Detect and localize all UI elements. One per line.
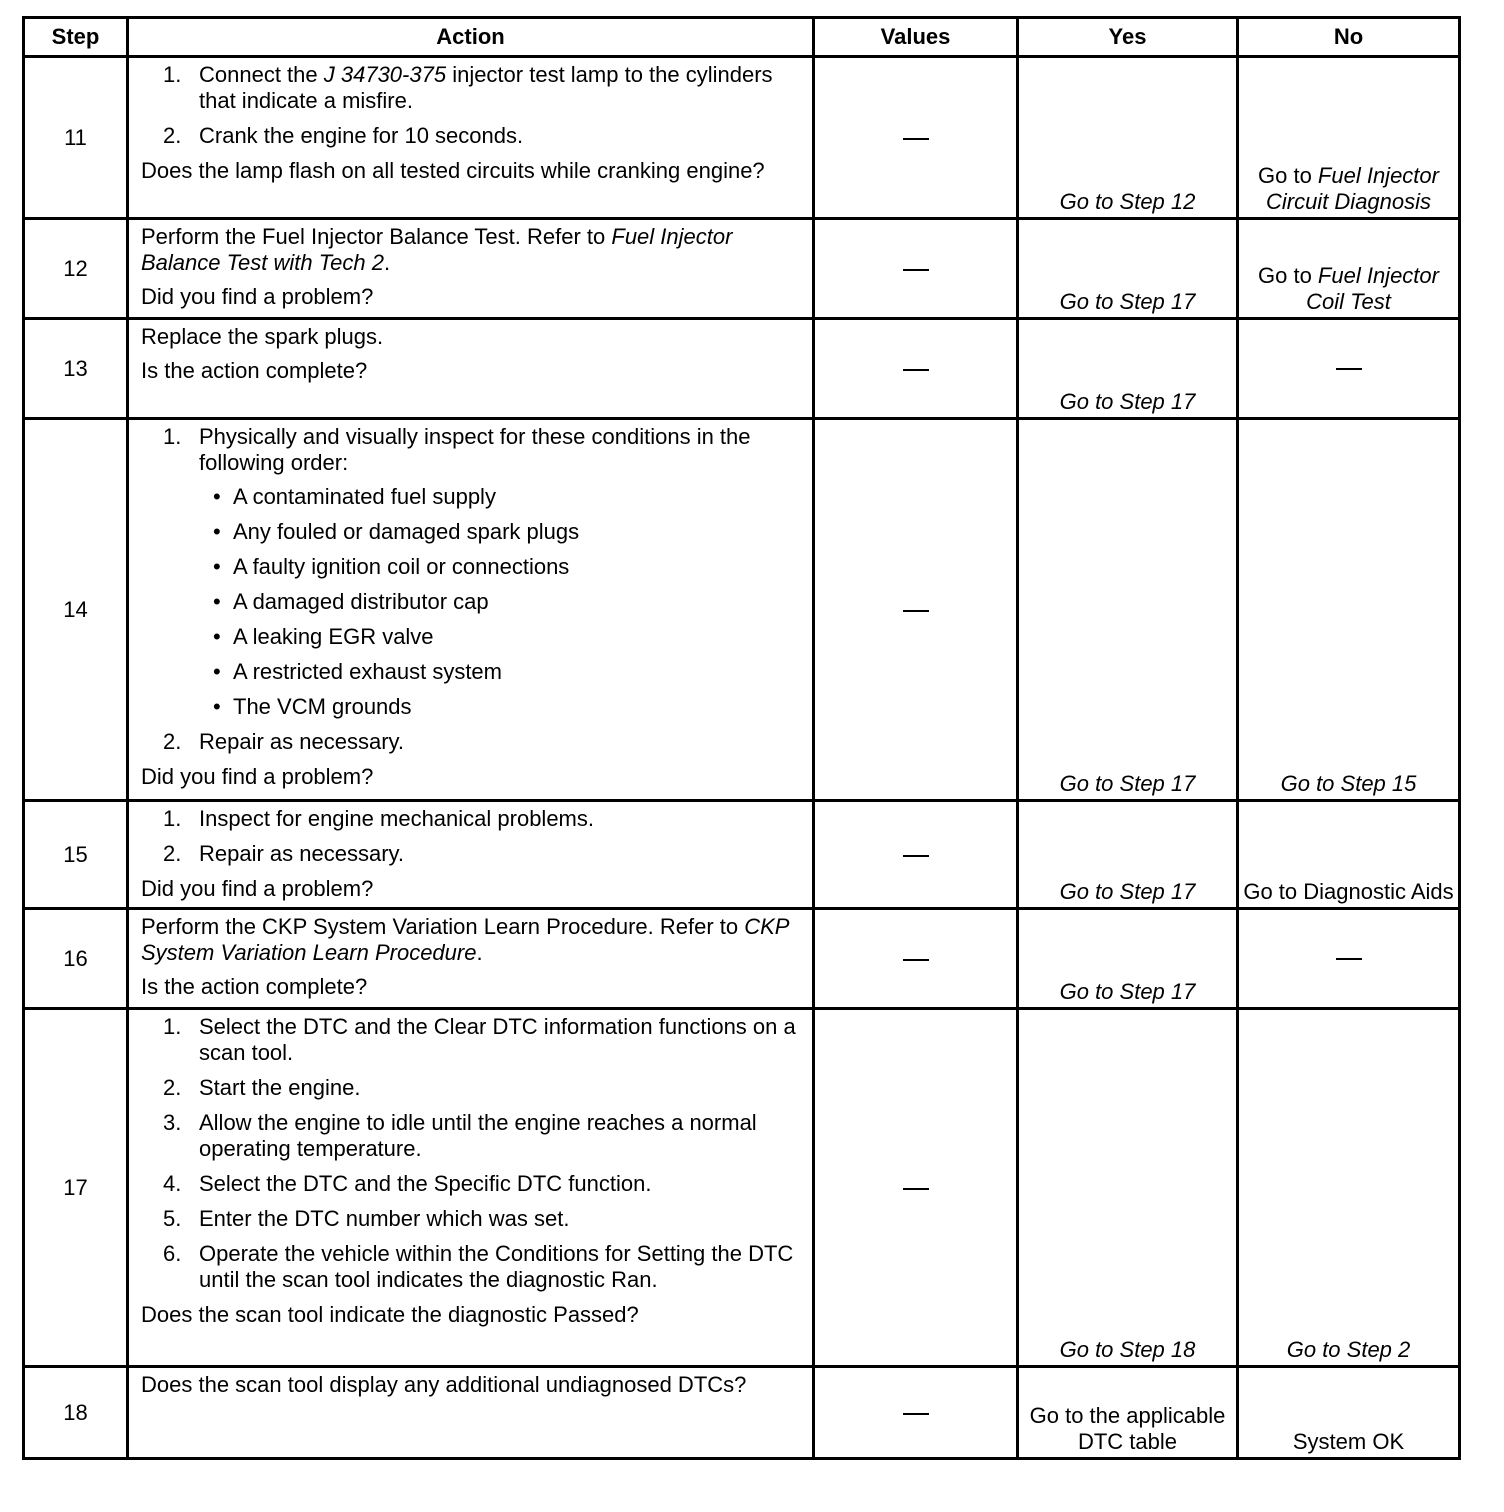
step-index: 1. xyxy=(163,62,182,87)
text-run: System OK xyxy=(1292,1429,1405,1454)
text-run: Repair as necessary. xyxy=(199,841,405,866)
text-run: Select the DTC and the Clear DTC information functions on a scan tool. xyxy=(199,1014,796,1065)
step-index: 2. xyxy=(163,1075,182,1100)
action-step xyxy=(141,729,802,755)
no-cell xyxy=(1238,801,1460,909)
yes-cell xyxy=(1018,1367,1238,1459)
dash-mark xyxy=(903,959,929,961)
text-run: . xyxy=(383,250,391,275)
yes-cell xyxy=(1018,1009,1238,1367)
action-cell xyxy=(128,1367,814,1459)
text-run: Go to Step 12 xyxy=(1059,189,1196,214)
table-body xyxy=(24,57,1460,1459)
action-step xyxy=(141,1241,802,1293)
action-cell xyxy=(128,319,814,419)
text-run: Crank the engine for 10 seconds. xyxy=(199,123,524,148)
text-run: Enter the DTC number which was set. xyxy=(199,1206,570,1231)
action-question: Did you find a problem? xyxy=(141,876,374,901)
text-run: Replace the spark plugs. xyxy=(141,324,384,349)
text-run: . xyxy=(476,940,483,965)
yes-cell xyxy=(1018,801,1238,909)
yes-cell xyxy=(1018,909,1238,1009)
action-cell xyxy=(128,1009,814,1367)
action-cell xyxy=(128,57,814,219)
action-step xyxy=(141,62,802,114)
dash-mark xyxy=(903,1188,929,1190)
dash-mark xyxy=(903,610,929,612)
step-index: 6. xyxy=(163,1241,182,1266)
table-header xyxy=(24,18,1460,57)
text-run: Select the DTC and the Specific DTC function. xyxy=(199,1171,652,1196)
step-index: 2. xyxy=(163,841,182,866)
condition-item: • A leaking EGR valve xyxy=(199,624,802,650)
step-index: 3. xyxy=(163,1110,182,1135)
step-number: 14 xyxy=(24,419,128,801)
no-cell xyxy=(1238,319,1460,419)
no-cell xyxy=(1238,57,1460,219)
header-step: Step xyxy=(24,18,128,57)
dash-mark xyxy=(903,269,929,271)
table-row xyxy=(24,319,1460,419)
diagnostic-table xyxy=(22,16,1461,1460)
values-cell xyxy=(814,1367,1018,1459)
text-run: Go to xyxy=(1258,163,1318,188)
text-run: Go to xyxy=(1258,263,1318,288)
text-run: Go to Step 17 xyxy=(1059,289,1196,314)
text-run: Physically and visually inspect for these conditions in the following order: xyxy=(199,424,751,475)
action-intro xyxy=(141,324,802,350)
text-run: Repair as necessary. xyxy=(199,729,405,754)
text-run: Start the engine. xyxy=(199,1075,361,1100)
step-number: 15 xyxy=(24,801,128,909)
step-number: 11 xyxy=(24,57,128,219)
action-steps xyxy=(141,424,802,755)
action-intro xyxy=(141,914,802,966)
text-run: Go to Step 17 xyxy=(1059,389,1196,414)
condition-item: • A contaminated fuel supply xyxy=(199,484,802,510)
no-cell xyxy=(1238,1009,1460,1367)
yes-cell xyxy=(1018,419,1238,801)
values-cell xyxy=(814,57,1018,219)
action-cell xyxy=(128,909,814,1009)
text-run: Go to the applicable DTC table xyxy=(1029,1403,1226,1454)
header-no: No xyxy=(1238,18,1460,57)
action-steps xyxy=(141,806,802,867)
action-question: Is the action complete? xyxy=(141,974,368,999)
action-steps xyxy=(141,1014,802,1293)
condition-item: • A restricted exhaust system xyxy=(199,659,802,685)
action-intro xyxy=(141,224,802,276)
dash-mark xyxy=(903,1413,929,1415)
step-number: 18 xyxy=(24,1367,128,1459)
header-values: Values xyxy=(814,18,1018,57)
text-run: Connect the xyxy=(199,62,324,87)
action-question: Is the action complete? xyxy=(141,358,368,383)
table-row xyxy=(24,909,1460,1009)
table-row xyxy=(24,1009,1460,1367)
action-step xyxy=(141,1110,802,1162)
text-run: Inspect for engine mechanical problems. xyxy=(199,806,594,831)
action-question: Does the scan tool indicate the diagnostic Passed? xyxy=(141,1302,639,1327)
text-run: Go to Step 17 xyxy=(1059,879,1196,904)
step-index: 1. xyxy=(163,424,182,449)
condition-item: • A faulty ignition coil or connections xyxy=(199,554,802,580)
header-action: Action xyxy=(128,18,814,57)
condition-list xyxy=(199,484,802,720)
text-run: Operate the vehicle within the Conditions for Setting the DTC until the scan tool indicates the diagnostic Ran. xyxy=(199,1241,794,1292)
dash-mark xyxy=(1336,368,1362,370)
action-question: Does the scan tool display any additional undiagnosed DTCs? xyxy=(141,1372,747,1397)
step-number: 13 xyxy=(24,319,128,419)
table-row xyxy=(24,219,1460,319)
no-cell xyxy=(1238,1367,1460,1459)
values-cell xyxy=(814,319,1018,419)
step-number: 16 xyxy=(24,909,128,1009)
text-run: Fuel Injector Circuit Diagnosis xyxy=(1265,163,1439,214)
text-run: CKP System Variation Learn Procedure xyxy=(141,914,789,965)
action-step xyxy=(141,1171,802,1197)
text-run: Fuel Injector Balance Test with Tech 2 xyxy=(141,224,733,275)
condition-item: • Any fouled or damaged spark plugs xyxy=(199,519,802,545)
no-cell xyxy=(1238,419,1460,801)
yes-cell xyxy=(1018,319,1238,419)
no-cell xyxy=(1238,909,1460,1009)
action-question: Did you find a problem? xyxy=(141,764,374,789)
action-step xyxy=(141,841,802,867)
step-index: 5. xyxy=(163,1206,182,1231)
table-row xyxy=(24,1367,1460,1459)
condition-item: • The VCM grounds xyxy=(199,694,802,720)
yes-cell xyxy=(1018,57,1238,219)
text-run: Perform the CKP System Variation Learn Procedure. Refer to xyxy=(141,914,745,939)
table-row xyxy=(24,419,1460,801)
values-cell xyxy=(814,801,1018,909)
action-step xyxy=(141,806,802,832)
text-run: Go to Step 15 xyxy=(1280,771,1417,796)
action-step xyxy=(141,1014,802,1066)
action-cell xyxy=(128,419,814,801)
text-run: injector test lamp to the cylinders that indicate a misfire. xyxy=(199,62,773,113)
values-cell xyxy=(814,1009,1018,1367)
action-cell xyxy=(128,219,814,319)
text-run: Fuel Injector Coil Test xyxy=(1306,263,1439,314)
action-question: Did you find a problem? xyxy=(141,284,374,309)
action-steps xyxy=(141,62,802,149)
header-yes: Yes xyxy=(1018,18,1238,57)
text-run: Go to Step 18 xyxy=(1059,1337,1196,1362)
action-step xyxy=(141,1075,802,1101)
dash-mark xyxy=(903,138,929,140)
step-index: 4. xyxy=(163,1171,182,1196)
step-index: 2. xyxy=(163,729,182,754)
step-index: 1. xyxy=(163,806,182,831)
action-cell xyxy=(128,801,814,909)
text-run: Go to Step 2 xyxy=(1286,1337,1411,1362)
text-run: J 34730-375 xyxy=(323,62,447,87)
condition-item: • A damaged distributor cap xyxy=(199,589,802,615)
text-run: Go to Step 17 xyxy=(1059,979,1196,1004)
text-run: Perform the Fuel Injector Balance Test. Refer to xyxy=(141,224,612,249)
text-run: Go to Step 17 xyxy=(1059,771,1196,796)
values-cell xyxy=(814,419,1018,801)
dash-mark xyxy=(1336,958,1362,960)
values-cell xyxy=(814,219,1018,319)
step-number: 12 xyxy=(24,219,128,319)
values-cell xyxy=(814,909,1018,1009)
action-question: Does the lamp flash on all tested circuits while cranking engine? xyxy=(141,158,765,183)
text-run: Go to Diagnostic Aids xyxy=(1243,879,1454,904)
table-row xyxy=(24,801,1460,909)
action-step xyxy=(141,123,802,149)
action-step xyxy=(141,1206,802,1232)
step-index: 1. xyxy=(163,1014,182,1039)
dash-mark xyxy=(903,855,929,857)
action-step xyxy=(141,424,802,720)
step-number: 17 xyxy=(24,1009,128,1367)
no-cell xyxy=(1238,219,1460,319)
text-run: Allow the engine to idle until the engine reaches a normal operating temperature. xyxy=(199,1110,757,1161)
step-index: 2. xyxy=(163,123,182,148)
yes-cell xyxy=(1018,219,1238,319)
dash-mark xyxy=(903,369,929,371)
table-row xyxy=(24,57,1460,219)
